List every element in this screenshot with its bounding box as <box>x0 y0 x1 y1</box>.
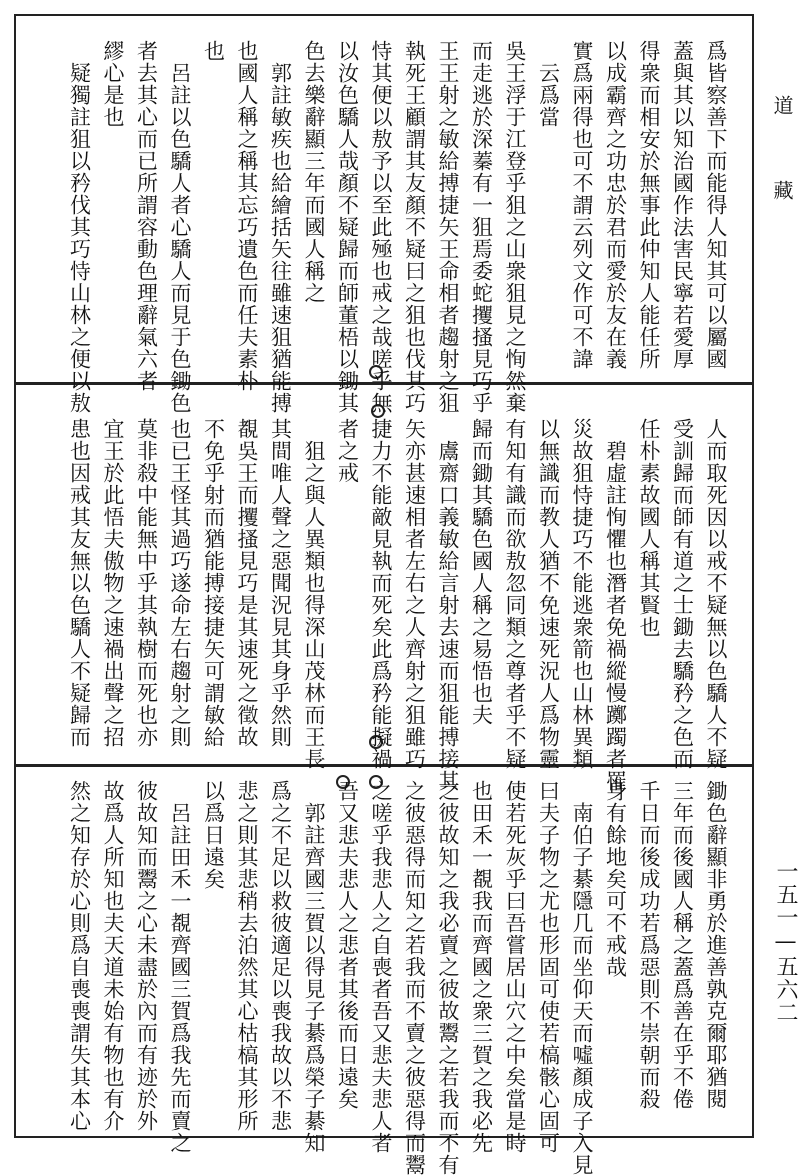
text-column: 吳王浮于江登乎狙之山衆狙見之恂然棄 <box>503 40 527 414</box>
text-column: 郭註敏疾也給繪括矢往雖速狙猶能搏 <box>268 40 293 414</box>
text-column: 呂註田禾一覩齊國三賀爲我先而賣之 <box>168 780 192 1154</box>
text-column: 恃其便以敖予以至此殛也戒之哉嗟乎無 <box>369 40 393 414</box>
text-column: 彼故知而鬻之心未盡於內而有迹於外 <box>134 780 159 1132</box>
text-column: 身有餘地矣可不戒哉 <box>603 780 628 978</box>
text-column: 覩吳王而攫搔見巧是其速死之徵故 <box>235 418 259 748</box>
margin-title-char: 道 <box>770 95 794 115</box>
margin-title-char: 藏 <box>770 180 794 200</box>
text-column: 使若死灰乎曰吾嘗居山穴之中矣當是時 <box>503 780 527 1154</box>
text-column: 而走逃於深蓁有一狙焉委蛇攫搔見巧乎 <box>469 40 494 414</box>
page-number: 一五一—五六二 <box>773 860 798 1024</box>
text-column: 鋤色辭顯非勇於進善孰克爾耶猶閱 <box>704 780 728 1110</box>
text-column: 云爲當 <box>536 40 561 128</box>
text-column: 其間唯人聲之惡聞況見其身乎然則 <box>268 418 293 748</box>
text-column: 人而取死因以戒不疑無以色驕人不疑 <box>704 418 728 770</box>
text-column: 繆心是也 <box>101 40 125 128</box>
text-column: 捷力不能敵見執而死矣此爲矜能擬禍 <box>369 418 393 770</box>
text-column: 爲之不足以救彼適足以喪我故以不悲 <box>268 780 293 1132</box>
text-column: 任朴素故國人稱其賢也 <box>637 418 661 638</box>
text-column: 呂註以色驕人者心驕人而見于色鋤色 <box>168 40 192 414</box>
text-column: 受訓歸而師有道之士鋤去驕矜之色而 <box>670 418 695 770</box>
text-column: 碧虛註恂懼也潛者免禍縱慢躑躅者罹 <box>603 418 628 792</box>
text-column: 疑獨註狙以矜伐其巧恃山林之便以敖 <box>67 40 92 414</box>
text-column: 王王射之敏給搏捷矢王命相者趨射之狙 <box>436 40 460 414</box>
text-column: 者之戒 <box>335 418 360 484</box>
text-column: 蓋與其以知治國作法害民寧若愛厚 <box>670 40 695 370</box>
text-column: 也已王怪其過巧遂命左右趨射之則 <box>168 418 192 748</box>
text-column: 南伯子綦隱几而坐仰天而噓顏成子入見 <box>570 780 594 1176</box>
text-column: 以汝色驕人哉顏不疑歸而師董梧以鋤其 <box>335 40 360 414</box>
text-column: 歸而鋤其驕色國人稱之易悟也夫 <box>469 418 494 726</box>
text-column: 也田禾一覩我而齊國之衆三賀之我必先 <box>469 780 494 1154</box>
text-column: 以成霸齊之功忠於君而愛於友在義 <box>603 40 628 370</box>
text-column: 患也因戒其友無以色驕人不疑歸而 <box>67 418 92 748</box>
text-column: 曰夫子物之尤也形固可使若槁骸心固可 <box>536 780 561 1154</box>
text-column: 也國人稱之稱其忘巧遺色而任夫素朴 <box>235 40 259 392</box>
text-column: 宜王於此悟夫傲物之速禍出聲之招 <box>101 418 125 748</box>
text-column: 災故狙恃捷巧不能逃衆箭也山林異類 <box>570 418 594 770</box>
text-column: 得衆而相安於無事此仲知人能任所 <box>637 40 661 370</box>
text-column: 色去樂辭顯三年而國人稱之 <box>302 40 326 304</box>
text-column: 之彼惡得而知之若我而不賣之彼惡得而鬻 <box>402 780 427 1176</box>
text-column: 鬳齋口義敏給言射去速而狙能搏接其 <box>436 418 460 792</box>
text-column: 以無識而教人猶不免速死況人爲物靈 <box>536 418 561 770</box>
text-column: 者去其心而已所謂容動色理辭氣六者 <box>134 40 159 392</box>
text-column: 之彼故知之我必賣之彼故鬻之若我而不有 <box>436 780 460 1176</box>
text-column: 執死王顧謂其友顏不疑曰之狙也伐其巧 <box>402 40 427 414</box>
text-column: 不免乎射而猶能搏接捷矢可謂敏給 <box>201 418 226 748</box>
text-column: 以爲日遠矣 <box>201 780 226 890</box>
text-column: 實爲兩得也可不謂云列文作可不諱 <box>570 40 594 370</box>
text-column: 爲皆察善下而能得人知其可以屬國 <box>704 40 728 370</box>
text-column: 悲之則其悲稍去泊然其心枯槁其形所 <box>235 780 259 1132</box>
text-column: 吾又悲夫悲人之悲者其後而日遠矣 <box>335 780 360 1110</box>
text-column: 矢亦甚速相者左右之人齊射之狙雖巧 <box>402 418 427 770</box>
text-column: 三年而後國人稱之蓋爲善在乎不倦 <box>670 780 695 1110</box>
text-column: 郭註齊國三賀以得見子綦爲榮子綦知 <box>302 780 326 1154</box>
text-column: 莫非殺中能無中乎其執樹而死也亦 <box>134 418 159 748</box>
text-column: 千日而後成功若爲惡則不崇朝而殺 <box>637 780 661 1110</box>
text-column: 也 <box>201 40 226 62</box>
text-column: 狙之與人異類也得深山茂林而王長 <box>302 418 326 770</box>
text-column: 然之知存於心則爲自喪喪謂失其本心 <box>67 780 92 1132</box>
text-column: 之嗟乎我悲人之自喪者吾又悲夫悲人者 <box>369 780 393 1154</box>
text-column: 故爲人所知也夫天道未始有物也有介 <box>101 780 125 1132</box>
text-column: 有知有識而欲敖忽同類之尊者乎不疑 <box>503 418 527 770</box>
